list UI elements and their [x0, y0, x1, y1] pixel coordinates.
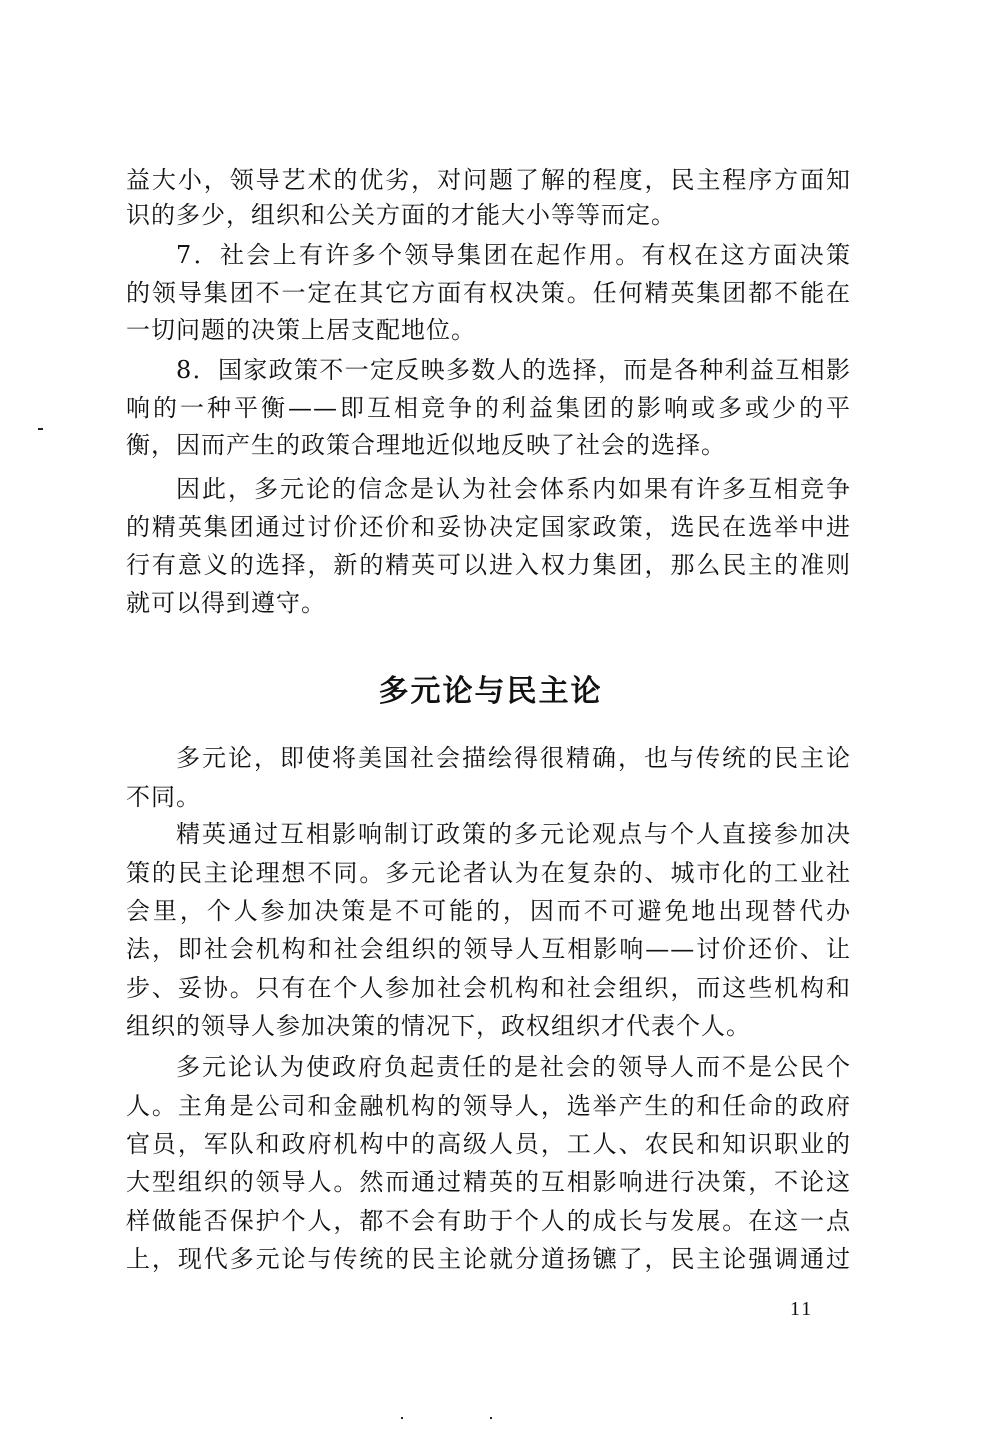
text-line: 8．国家政策不一定反映多数人的选择，而是各种利益互相影	[176, 356, 851, 384]
text-line: 响的一种平衡——即互相竞争的利益集团的影响或多或少的平	[126, 394, 851, 422]
text-line: 识的多少，组织和公关方面的才能大小等等而定。	[126, 201, 676, 229]
text-line: 因此，多元论的信念是认为社会体系内如果有许多互相竞争	[176, 475, 851, 503]
section-heading: 多元论与民主论	[378, 674, 603, 709]
text-line: 衡，因而产生的政策合理地近似地反映了社会的选择。	[126, 431, 726, 459]
scan-speck	[38, 428, 43, 430]
text-line: 多元论认为使政府负起责任的是社会的领导人而不是公民个	[176, 1053, 851, 1081]
text-line: 一切问题的决策上居支配地位。	[126, 316, 476, 344]
text-line: 大型组织的领导人。然而通过精英的互相影响进行决策，不论这	[126, 1168, 851, 1196]
text-line: 策的民主论理想不同。多元论者认为在复杂的、城市化的工业社	[126, 859, 851, 887]
text-line: 人。主角是公司和金融机构的领导人，选举产生的和任命的政府	[126, 1092, 851, 1120]
text-line: 不同。	[126, 783, 201, 811]
text-line: 官员，军队和政府机构中的高级人员，工人、农民和知识职业的	[126, 1130, 851, 1158]
text-line: 会里，个人参加决策是不可能的，因而不可避免地出现替代办	[126, 897, 851, 925]
scan-speck	[490, 1417, 492, 1419]
text-line: 就可以得到遵守。	[126, 589, 326, 617]
page-number: 11	[790, 1298, 814, 1320]
text-line: 的精英集团通过讨价还价和妥协决定国家政策，选民在选举中进	[126, 513, 851, 541]
text-line: 行有意义的选择，新的精英可以进入权力集团，那么民主的准则	[126, 551, 851, 579]
text-line: 样做能否保护个人，都不会有助于个人的成长与发展。在这一点	[126, 1207, 851, 1235]
text-line: 法，即社会机构和社会组织的领导人互相影响——讨价还价、让	[126, 935, 851, 963]
text-line: 多元论，即使将美国社会描绘得很精确，也与传统的民主论	[176, 744, 851, 772]
text-line: 7．社会上有许多个领导集团在起作用。有权在这方面决策	[176, 241, 851, 269]
scan-speck	[401, 1417, 403, 1419]
text-line: 步、妥协。只有在个人参加社会机构和社会组织，而这些机构和	[126, 974, 851, 1002]
text-line: 组织的领导人参加决策的情况下，政权组织才代表个人。	[126, 1012, 751, 1040]
text-line: 精英通过互相影响制订政策的多元论观点与个人直接参加决	[176, 820, 851, 848]
text-line: 的领导集团不一定在其它方面有权决策。任何精英集团都不能在	[126, 279, 851, 307]
text-line: 上，现代多元论与传统的民主论就分道扬镳了，民主论强调通过	[126, 1245, 851, 1273]
text-line: 益大小，领导艺术的优劣，对问题了解的程度，民主程序方面知	[126, 166, 851, 194]
